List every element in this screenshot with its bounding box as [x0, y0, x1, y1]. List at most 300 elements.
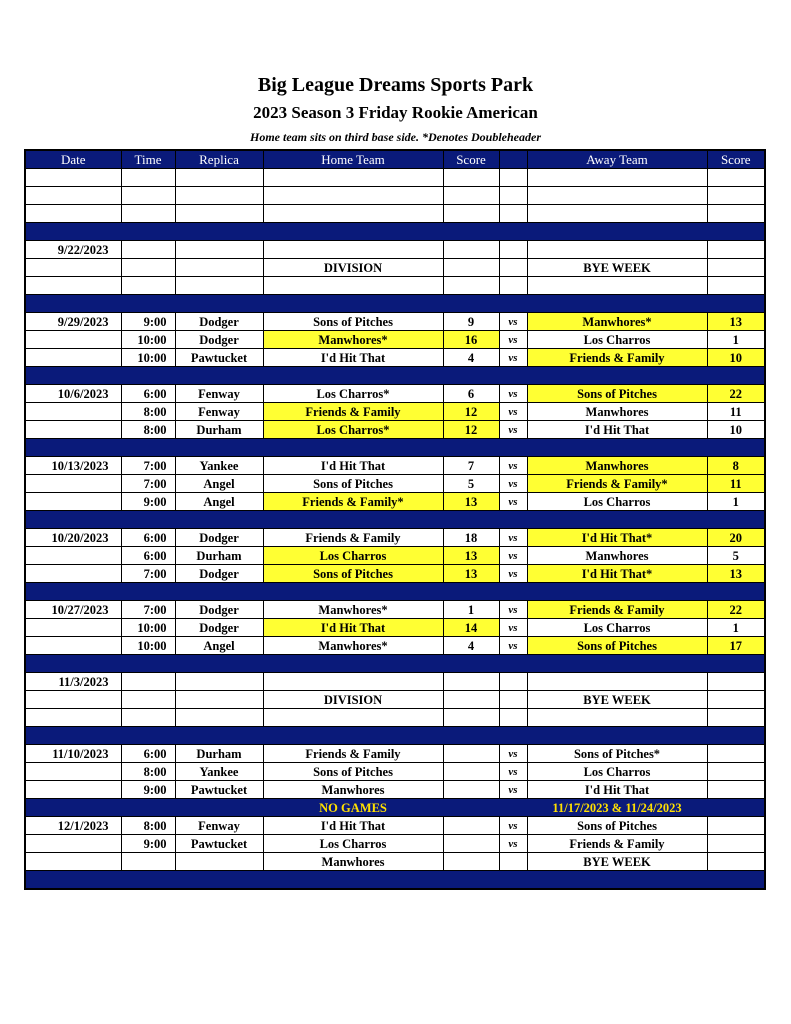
away-score-cell: 11 [707, 403, 765, 421]
band-vs-cell [499, 439, 527, 457]
game-row [25, 493, 765, 511]
time-cell [121, 241, 175, 259]
band-replica-cell [175, 655, 263, 673]
band-away-score-cell [707, 511, 765, 529]
vs-cell: vs [499, 547, 527, 565]
away-team-cell: I'd Hit That [527, 421, 707, 439]
band-vs-cell [499, 223, 527, 241]
separator-band [25, 367, 765, 385]
band-replica-cell [175, 439, 263, 457]
home-score-cell [443, 691, 499, 709]
blank-row [25, 709, 765, 727]
away-score-cell [707, 241, 765, 259]
home-team-cell: Manwhores [263, 781, 443, 799]
band-time-cell [121, 223, 175, 241]
home-team-cell: Friends & Family [263, 745, 443, 763]
vs-cell: vs [499, 781, 527, 799]
home-team-cell: DIVISION [263, 691, 443, 709]
band-away-score-cell [707, 367, 765, 385]
replica-cell: Dodger [175, 565, 263, 583]
vs-cell [499, 205, 527, 223]
time-cell: 7:00 [121, 475, 175, 493]
header-row [25, 150, 765, 169]
away-team-cell [527, 169, 707, 187]
vs-cell [499, 187, 527, 205]
home-team-cell: Friends & Family* [263, 493, 443, 511]
band-away-team-cell [527, 295, 707, 313]
home-score-cell: 5 [443, 475, 499, 493]
game-row [25, 349, 765, 367]
home-score-cell [443, 241, 499, 259]
home-team-cell: Friends & Family [263, 529, 443, 547]
away-score-cell [707, 277, 765, 295]
replica-cell: Pawtucket [175, 835, 263, 853]
replica-cell: Durham [175, 547, 263, 565]
away-score-cell: 13 [707, 313, 765, 331]
col-header-date: Date [25, 150, 121, 169]
vs-cell [499, 853, 527, 871]
col-header-away-team: Away Team [527, 150, 707, 169]
blank-row [25, 187, 765, 205]
blank-row [25, 277, 765, 295]
home-score-cell: 12 [443, 403, 499, 421]
date-cell [25, 835, 121, 853]
date-cell: 10/27/2023 [25, 601, 121, 619]
replica-cell: Angel [175, 475, 263, 493]
away-team-cell: Friends & Family [527, 601, 707, 619]
vs-cell: vs [499, 817, 527, 835]
time-cell: 8:00 [121, 421, 175, 439]
game-row [25, 691, 765, 709]
home-team-cell: I'd Hit That [263, 817, 443, 835]
home-team-cell [263, 709, 443, 727]
vs-cell: vs [499, 403, 527, 421]
date-cell [25, 331, 121, 349]
time-cell: 8:00 [121, 763, 175, 781]
band-date-cell [25, 367, 121, 385]
vs-cell: vs [499, 601, 527, 619]
date-cell [25, 349, 121, 367]
home-score-cell: 14 [443, 619, 499, 637]
band-time-cell [121, 727, 175, 745]
vs-cell [499, 673, 527, 691]
vs-cell: vs [499, 331, 527, 349]
away-team-cell: Los Charros [527, 331, 707, 349]
date-cell [25, 169, 121, 187]
band-home-team-cell [263, 727, 443, 745]
home-score-cell [443, 169, 499, 187]
date-cell [25, 421, 121, 439]
away-team-cell: Sons of Pitches [527, 385, 707, 403]
band-away-score-cell [707, 439, 765, 457]
home-team-cell: Manwhores* [263, 601, 443, 619]
away-score-cell [707, 673, 765, 691]
away-team-cell: Manwhores [527, 403, 707, 421]
home-score-cell [443, 781, 499, 799]
home-score-cell [443, 709, 499, 727]
game-row [25, 763, 765, 781]
home-team-cell [263, 187, 443, 205]
home-score-cell: 4 [443, 637, 499, 655]
home-team-cell: Manwhores* [263, 637, 443, 655]
game-row [25, 565, 765, 583]
col-header-home-team: Home Team [263, 150, 443, 169]
away-team-cell: Los Charros [527, 619, 707, 637]
date-cell: 10/20/2023 [25, 529, 121, 547]
game-row [25, 745, 765, 763]
game-row [25, 457, 765, 475]
away-score-cell: 20 [707, 529, 765, 547]
band-time-cell [121, 367, 175, 385]
band-replica-cell [175, 727, 263, 745]
home-team-cell: Manwhores* [263, 331, 443, 349]
replica-cell: Yankee [175, 763, 263, 781]
replica-cell [175, 709, 263, 727]
schedule-table [24, 149, 766, 890]
vs-cell [499, 691, 527, 709]
away-team-cell: Manwhores [527, 547, 707, 565]
time-cell: 8:00 [121, 403, 175, 421]
home-team-cell: Sons of Pitches [263, 763, 443, 781]
away-team-cell: Friends & Family [527, 835, 707, 853]
away-team-cell: I'd Hit That [527, 781, 707, 799]
game-row [25, 313, 765, 331]
home-score-cell: 13 [443, 493, 499, 511]
band-vs-cell [499, 655, 527, 673]
home-team-cell [263, 241, 443, 259]
band-date-cell [25, 295, 121, 313]
vs-cell: vs [499, 529, 527, 547]
band-home-team-cell [263, 871, 443, 890]
date-cell: 9/22/2023 [25, 241, 121, 259]
band-away-team-cell [527, 727, 707, 745]
game-row [25, 673, 765, 691]
home-score-cell [443, 259, 499, 277]
separator-band [25, 655, 765, 673]
band-home-score-cell [443, 871, 499, 890]
band-home-team-cell [263, 367, 443, 385]
home-score-cell [443, 763, 499, 781]
time-cell: 10:00 [121, 637, 175, 655]
vs-cell: vs [499, 385, 527, 403]
time-cell: 9:00 [121, 835, 175, 853]
band-away-team-cell [527, 223, 707, 241]
date-cell [25, 691, 121, 709]
home-score-cell: 1 [443, 601, 499, 619]
col-header-time: Time [121, 150, 175, 169]
game-row [25, 817, 765, 835]
band-date-cell [25, 439, 121, 457]
time-cell [121, 709, 175, 727]
home-team-cell: Friends & Family [263, 403, 443, 421]
blank-row [25, 205, 765, 223]
band-away-score-cell [707, 295, 765, 313]
band-date-cell [25, 871, 121, 890]
time-cell: 6:00 [121, 745, 175, 763]
away-score-cell: 1 [707, 493, 765, 511]
away-score-cell [707, 709, 765, 727]
band-vs-cell [499, 367, 527, 385]
away-team-cell: Sons of Pitches [527, 817, 707, 835]
away-team-cell [527, 241, 707, 259]
time-cell: 6:00 [121, 547, 175, 565]
time-cell [121, 205, 175, 223]
away-score-cell [707, 763, 765, 781]
vs-cell [499, 709, 527, 727]
away-score-cell [707, 817, 765, 835]
time-cell: 7:00 [121, 601, 175, 619]
home-score-cell [443, 205, 499, 223]
band-away-score-cell [707, 799, 765, 817]
time-cell: 10:00 [121, 619, 175, 637]
home-score-cell [443, 187, 499, 205]
col-header-away-score: Score [707, 150, 765, 169]
band-replica-cell [175, 583, 263, 601]
separator-band [25, 871, 765, 890]
band-home-score-cell [443, 799, 499, 817]
band-home-team-cell [263, 655, 443, 673]
band-home-score-cell [443, 727, 499, 745]
band-home-team-cell [263, 511, 443, 529]
game-row [25, 403, 765, 421]
home-team-cell: Los Charros* [263, 385, 443, 403]
date-cell [25, 781, 121, 799]
date-cell: 10/6/2023 [25, 385, 121, 403]
time-cell [121, 259, 175, 277]
band-away-score-cell [707, 223, 765, 241]
band-home-score-cell [443, 583, 499, 601]
vs-cell: vs [499, 637, 527, 655]
replica-cell: Dodger [175, 529, 263, 547]
replica-cell [175, 241, 263, 259]
replica-cell [175, 169, 263, 187]
band-away-team-cell [527, 367, 707, 385]
replica-cell: Yankee [175, 457, 263, 475]
home-team-cell [263, 673, 443, 691]
band-replica-cell [175, 799, 263, 817]
replica-cell [175, 259, 263, 277]
replica-cell [175, 853, 263, 871]
band-vs-cell [499, 727, 527, 745]
home-team-cell [263, 169, 443, 187]
band-date-cell [25, 727, 121, 745]
away-team-cell: Friends & Family [527, 349, 707, 367]
home-score-cell [443, 817, 499, 835]
home-score-cell [443, 853, 499, 871]
date-cell [25, 475, 121, 493]
band-home-score-cell [443, 439, 499, 457]
game-row [25, 853, 765, 871]
replica-cell: Fenway [175, 403, 263, 421]
away-team-cell: Manwhores* [527, 313, 707, 331]
date-cell [25, 763, 121, 781]
game-row [25, 331, 765, 349]
separator-band [25, 223, 765, 241]
band-away-team-cell [527, 871, 707, 890]
date-cell [25, 187, 121, 205]
date-cell: 11/10/2023 [25, 745, 121, 763]
band-date-cell [25, 511, 121, 529]
vs-cell [499, 277, 527, 295]
away-team-cell [527, 673, 707, 691]
home-team-cell: Los Charros* [263, 421, 443, 439]
col-header-replica: Replica [175, 150, 263, 169]
separator-band [25, 295, 765, 313]
home-score-cell [443, 745, 499, 763]
band-home-team-cell: NO GAMES [263, 799, 443, 817]
page-title: Big League Dreams Sports Park [257, 74, 534, 96]
away-score-cell [707, 187, 765, 205]
replica-cell: Dodger [175, 601, 263, 619]
band-home-team-cell [263, 439, 443, 457]
home-team-cell: Sons of Pitches [263, 565, 443, 583]
vs-cell: vs [499, 745, 527, 763]
away-score-cell [707, 781, 765, 799]
away-score-cell [707, 259, 765, 277]
away-score-cell: 17 [707, 637, 765, 655]
band-time-cell [121, 799, 175, 817]
away-score-cell: 1 [707, 331, 765, 349]
band-date-cell [25, 799, 121, 817]
replica-cell: Dodger [175, 331, 263, 349]
away-team-cell: I'd Hit That* [527, 565, 707, 583]
date-cell [25, 709, 121, 727]
away-score-cell: 22 [707, 601, 765, 619]
band-away-score-cell [707, 583, 765, 601]
band-away-team-cell [527, 511, 707, 529]
time-cell [121, 853, 175, 871]
replica-cell: Durham [175, 421, 263, 439]
band-time-cell [121, 439, 175, 457]
home-team-cell: I'd Hit That [263, 349, 443, 367]
time-cell [121, 277, 175, 295]
band-vs-cell [499, 871, 527, 890]
date-cell [25, 637, 121, 655]
band-time-cell [121, 583, 175, 601]
vs-cell [499, 259, 527, 277]
replica-cell [175, 277, 263, 295]
replica-cell: Pawtucket [175, 349, 263, 367]
band-away-score-cell [707, 655, 765, 673]
game-row [25, 241, 765, 259]
away-team-cell: Sons of Pitches [527, 637, 707, 655]
band-away-team-cell [527, 583, 707, 601]
time-cell: 9:00 [121, 313, 175, 331]
game-row [25, 835, 765, 853]
home-score-cell [443, 673, 499, 691]
vs-cell: vs [499, 457, 527, 475]
band-time-cell [121, 295, 175, 313]
band-replica-cell [175, 871, 263, 890]
band-time-cell [121, 511, 175, 529]
vs-cell [499, 241, 527, 259]
time-cell [121, 673, 175, 691]
home-team-cell: DIVISION [263, 259, 443, 277]
separator-band [25, 799, 765, 817]
away-score-cell: 10 [707, 349, 765, 367]
replica-cell [175, 187, 263, 205]
vs-cell: vs [499, 349, 527, 367]
band-away-score-cell [707, 727, 765, 745]
date-cell [25, 619, 121, 637]
away-score-cell [707, 853, 765, 871]
away-score-cell: 5 [707, 547, 765, 565]
home-score-cell: 16 [443, 331, 499, 349]
band-away-team-cell [527, 655, 707, 673]
col-header-vs [499, 150, 527, 169]
time-cell: 10:00 [121, 349, 175, 367]
away-team-cell: Friends & Family* [527, 475, 707, 493]
separator-band [25, 583, 765, 601]
home-team-cell [263, 205, 443, 223]
replica-cell: Pawtucket [175, 781, 263, 799]
blank-row [25, 169, 765, 187]
away-team-cell [527, 709, 707, 727]
time-cell [121, 169, 175, 187]
game-row [25, 781, 765, 799]
game-row [25, 529, 765, 547]
date-cell: 10/13/2023 [25, 457, 121, 475]
time-cell [121, 691, 175, 709]
away-score-cell [707, 169, 765, 187]
band-home-score-cell [443, 511, 499, 529]
home-score-cell: 18 [443, 529, 499, 547]
separator-band [25, 439, 765, 457]
separator-band [25, 511, 765, 529]
date-cell [25, 277, 121, 295]
page-subtitle: 2023 Season 3 Friday Rookie American [253, 103, 538, 122]
band-date-cell [25, 223, 121, 241]
vs-cell: vs [499, 835, 527, 853]
band-replica-cell [175, 511, 263, 529]
band-home-score-cell [443, 295, 499, 313]
time-cell: 9:00 [121, 493, 175, 511]
home-team-cell: Sons of Pitches [263, 475, 443, 493]
home-score-cell: 6 [443, 385, 499, 403]
replica-cell: Fenway [175, 385, 263, 403]
game-row [25, 547, 765, 565]
away-score-cell [707, 745, 765, 763]
home-team-cell: Los Charros [263, 835, 443, 853]
game-row [25, 637, 765, 655]
band-date-cell [25, 583, 121, 601]
replica-cell: Dodger [175, 313, 263, 331]
band-home-score-cell [443, 223, 499, 241]
col-header-home-score: Score [443, 150, 499, 169]
date-cell: 11/3/2023 [25, 673, 121, 691]
replica-cell: Angel [175, 637, 263, 655]
home-score-cell [443, 277, 499, 295]
date-cell [25, 853, 121, 871]
away-team-cell: Sons of Pitches* [527, 745, 707, 763]
game-row [25, 259, 765, 277]
away-score-cell [707, 835, 765, 853]
date-cell [25, 205, 121, 223]
band-date-cell [25, 655, 121, 673]
game-row [25, 475, 765, 493]
replica-cell [175, 691, 263, 709]
date-cell: 12/1/2023 [25, 817, 121, 835]
game-row [25, 601, 765, 619]
away-score-cell: 10 [707, 421, 765, 439]
band-vs-cell [499, 511, 527, 529]
schedule-note: Home team sits on third base side. *Denotes Doubleheader [250, 130, 541, 144]
separator-band [25, 727, 765, 745]
away-team-cell: BYE WEEK [527, 691, 707, 709]
date-cell [25, 403, 121, 421]
band-replica-cell [175, 223, 263, 241]
band-home-team-cell [263, 223, 443, 241]
